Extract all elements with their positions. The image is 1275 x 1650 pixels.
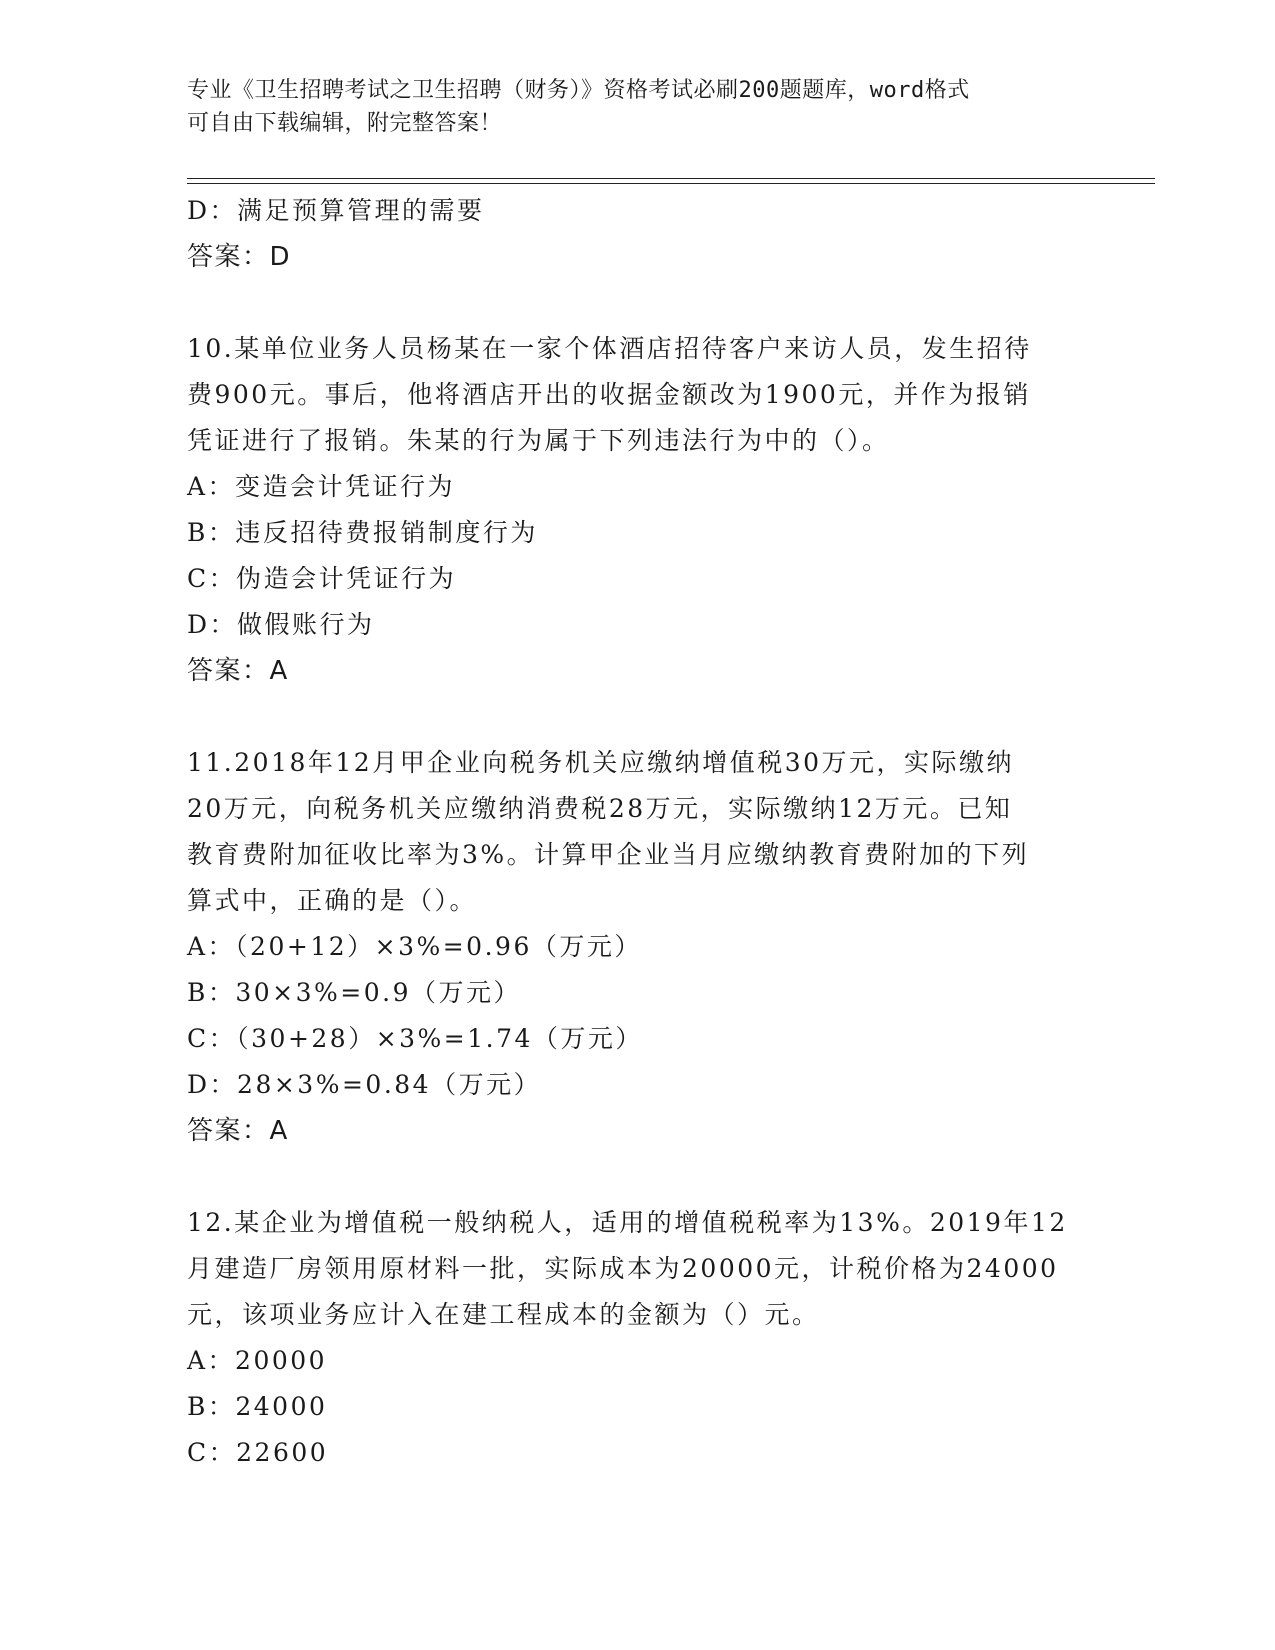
answer-line: 答案：A [187, 1116, 289, 1146]
option-c: C：伪造会计凭证行为 [187, 564, 457, 593]
document-body [187, 188, 1087, 1476]
previous-question-tail [187, 188, 1087, 280]
question-12 [187, 1200, 1087, 1476]
question-stem-line: 凭证进行了报销。朱某的行为属于下列违法行为中的（）。 [187, 426, 890, 455]
question-11 [187, 740, 1087, 1154]
answer-line: 答案：A [187, 656, 289, 686]
option-a: A：变造会计凭证行为 [187, 472, 456, 501]
option-b: B：违反招待费报销制度行为 [187, 518, 538, 547]
document-header [187, 74, 1087, 140]
question-stem-line: 月建造厂房领用原材料一批，实际成本为20000元，计税价格为24000 [187, 1254, 1059, 1283]
option-a: A：（20+12）×3%=0.96（万元） [187, 932, 642, 961]
question-stem-line: 教育费附加征收比率为3%。计算甲企业当月应缴纳教育费附加的下列 [187, 840, 1030, 869]
option-d: D：做假账行为 [187, 610, 375, 639]
header-line-2: 可自由下载编辑，附完整答案！ [187, 111, 503, 136]
option-d: D：满足预算管理的需要 [187, 196, 485, 225]
header-divider-top [187, 178, 1155, 179]
answer-line: 答案：D [187, 242, 292, 272]
option-b: B：30×3%=0.9（万元） [187, 978, 521, 1007]
header-divider-bottom [187, 183, 1155, 184]
question-stem-line: 11.2018年12月甲企业向税务机关应缴纳增值税30万元，实际缴纳 [187, 748, 1015, 777]
option-c: C：（30+28）×3%=1.74（万元） [187, 1024, 643, 1053]
question-stem-line: 元，该项业务应计入在建工程成本的金额为（）元。 [187, 1300, 820, 1329]
option-b: B：24000 [187, 1392, 328, 1421]
header-line-1: 专业《卫生招聘考试之卫生招聘（财务）》资格考试必刷200题题库，word格式 [187, 78, 970, 103]
question-stem-line: 10.某单位业务人员杨某在一家个体酒店招待客户来访人员，发生招待 [187, 334, 1032, 363]
option-c: C：22600 [187, 1438, 329, 1467]
question-stem-line: 费900元。事后，他将酒店开出的收据金额改为1900元，并作为报销 [187, 380, 1031, 409]
question-stem-line: 算式中，正确的是（）。 [187, 886, 478, 915]
question-10 [187, 326, 1087, 694]
option-d: D：28×3%=0.84（万元） [187, 1070, 542, 1099]
question-stem-line: 20万元，向税务机关应缴纳消费税28万元，实际缴纳12万元。已知 [187, 794, 1013, 823]
question-stem-line: 12.某企业为增值税一般纳税人，适用的增值税税率为13%。2019年12 [187, 1208, 1068, 1237]
option-a: A：20000 [187, 1346, 328, 1375]
